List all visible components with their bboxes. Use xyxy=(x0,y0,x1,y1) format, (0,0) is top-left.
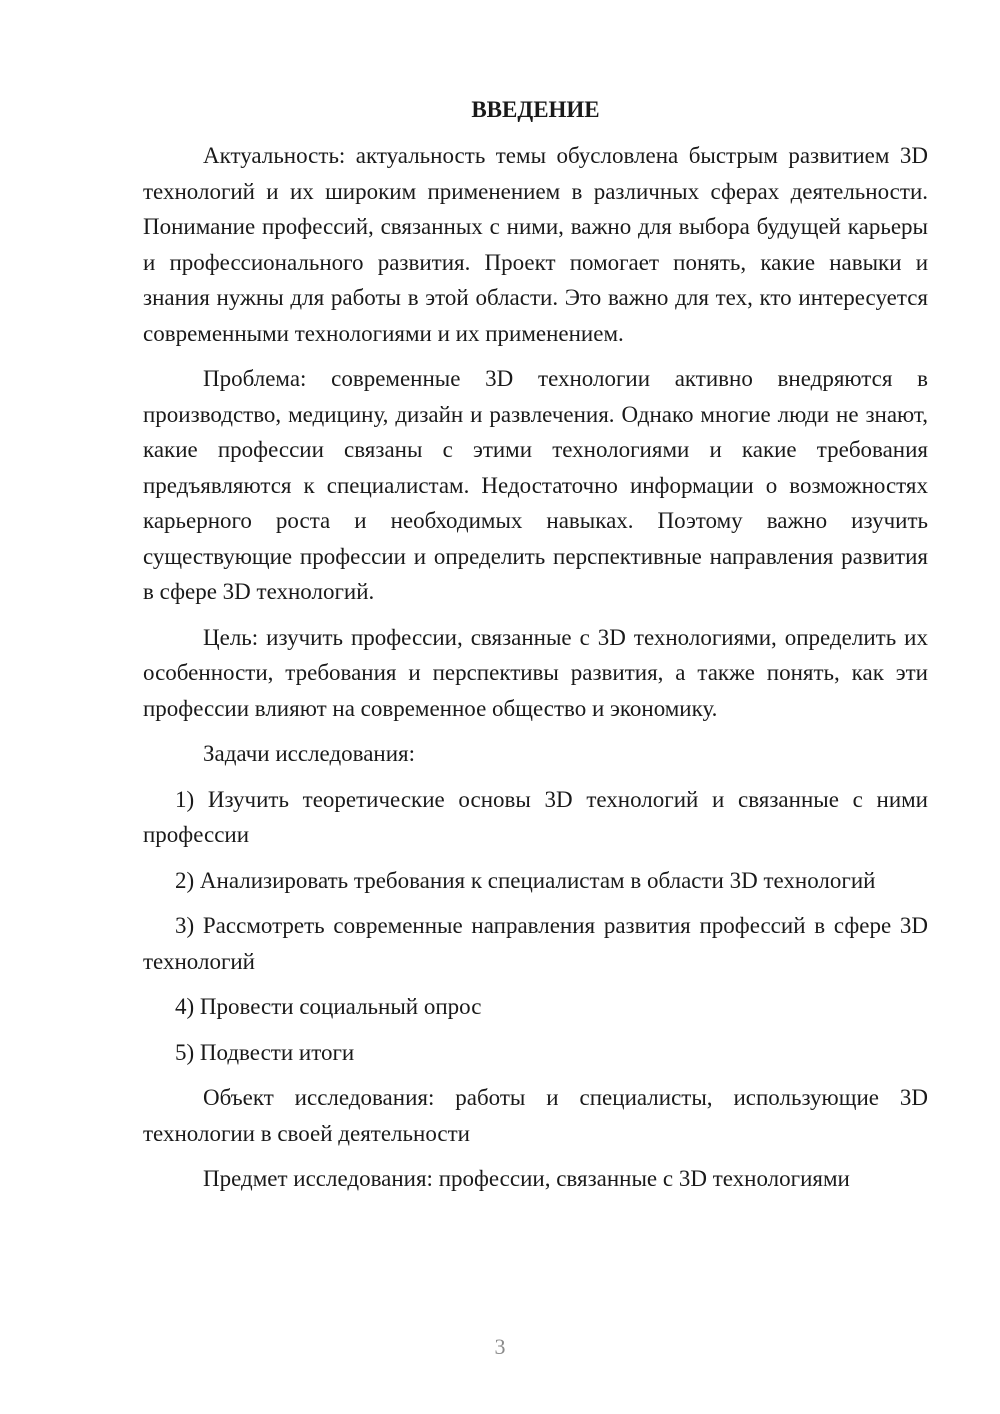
goal-paragraph: Цель: изучить профессии, связанные с 3D технологиями, определить их особенности, требования и перспективы развития, а также понять, как эти профессии влияют на современное общество и экономику. xyxy=(143,624,928,721)
problem-paragraph: Проблема: современные 3D технологии активно внедряются в производство, медицину, дизайн и развлечения. Однако многие люди не знают, какие профессии связаны с этими технологиями и какие требования предъявляются к специалистам. Недостаточно информации о возможностях карьерного роста и необходимых навыках. Поэтому важно изучить существующие профессии и определить перспективные направления развития в сфере 3D технологий. xyxy=(143,366,928,604)
task-item: 5) Подвести итоги xyxy=(175,1039,355,1065)
relevance-paragraph: Актуальность: актуальность темы обусловлена быстрым развитием 3D технологий и их широким применением в различных сферах деятельности. Понимание профессий, связанных с ними, важно для выбора будущей карьеры и профессионального развития. Проект помогает понять, какие навыки и знания нужны для работы в этой области. Это важно для тех, кто интересуется современными технологиями и их применением. xyxy=(143,143,928,346)
page-content xyxy=(143,94,928,1207)
tasks-heading: Задачи исследования: xyxy=(203,741,416,766)
page-number: 3 xyxy=(494,1334,506,1359)
task-item: 3) Рассмотреть современные направления развития профессий в сфере 3D технологий xyxy=(143,913,928,974)
object-paragraph: Объект исследования: работы и специалисты, использующие 3D технологии в своей деятельности xyxy=(143,1085,928,1146)
page-title: ВВЕДЕНИЕ xyxy=(471,97,600,122)
task-item: 2) Анализировать требования к специалистам в области 3D технологий xyxy=(175,867,876,893)
task-item: 1) Изучить теоретические основы 3D технологий и связанные с ними профессии xyxy=(143,786,928,847)
subject-paragraph: Предмет исследования: профессии, связанные с 3D технологиями xyxy=(203,1166,850,1191)
task-item: 4) Провести социальный опрос xyxy=(175,994,482,1019)
